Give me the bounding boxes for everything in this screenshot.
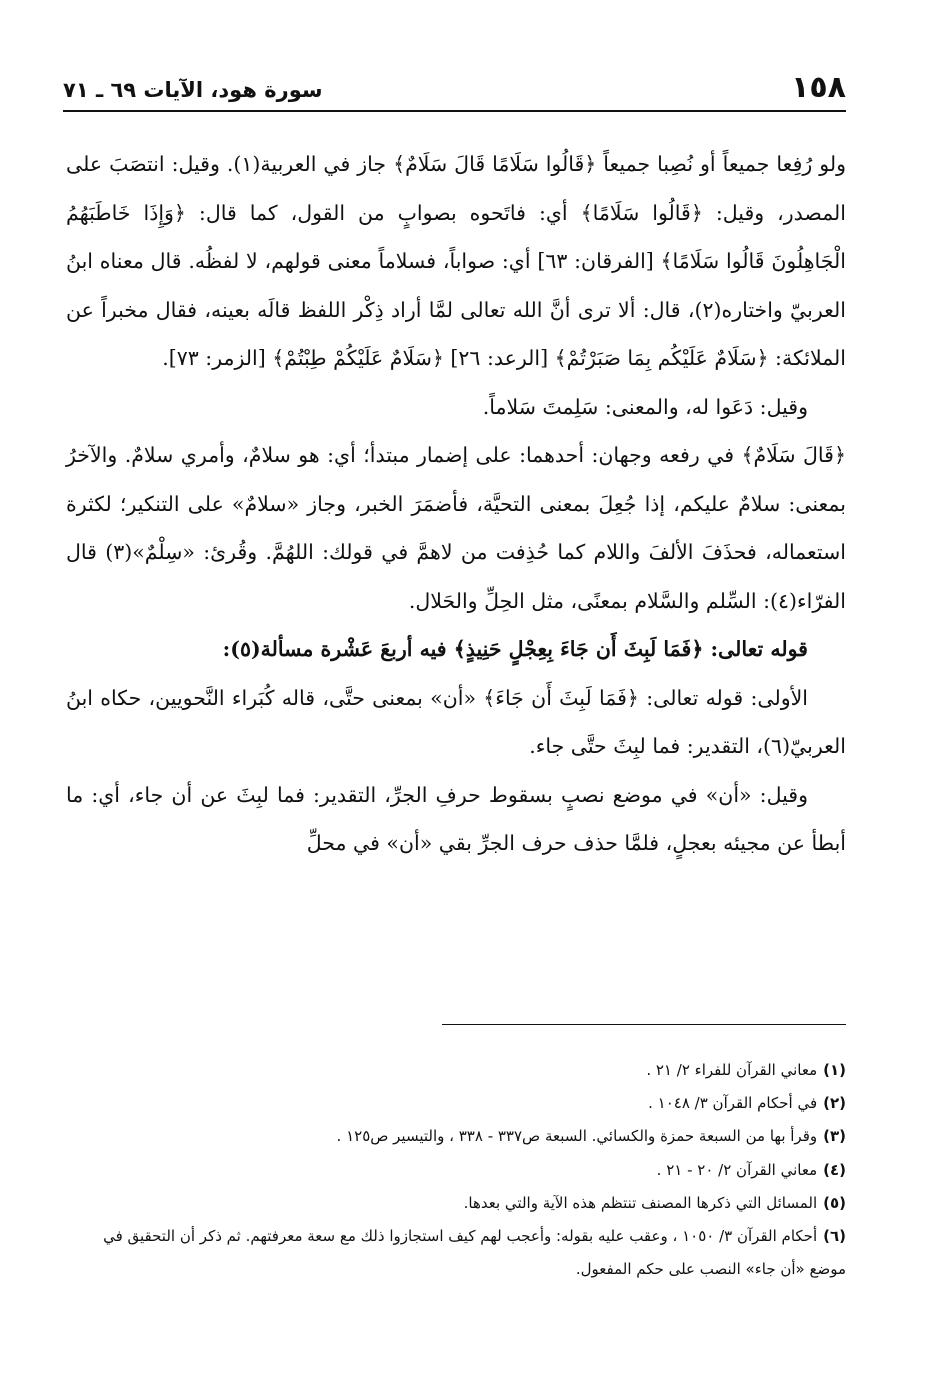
footnote-number: (٥) [823, 1193, 846, 1212]
footnote-number: (٣) [823, 1127, 846, 1146]
paragraph-1: ولو رُفِعا جميعاً أو نُصِبا جميعاً ﴿قَالُوا سَلَامًا قَالَ سَلَامٌ﴾ جاز في العربية(١). وقيل: انتصَبَ على المصدر، وقيل: ﴿قَالُوا سَلَامًا﴾ أي: فاتَحوه بصوابٍ من القول، كما قال: ﴿وَإِذَا خَاطَبَهُمُ الْجَاهِلُونَ قَالُوا سَلَامًا﴾ [الفرقان: ٦٣] أي: صواباً، فسلاماً معنى قولهم، لا لفظُه. قال معناه ابنُ العربيّ واختاره(٢)، قال: ألا ترى أنَّ الله تعالى لمَّا أراد ذِكْر اللفظ قالَه بعينه، فقال مخبراً عن الملائكة: ﴿سَلَامٌ عَلَيْكُم بِمَا صَبَرْتُمْ﴾ [الرعد: ٢٦] ﴿سَلَامٌ عَلَيْكُمْ طِبْتُمْ﴾ [الزمر: ٧٣]. [66, 152, 846, 370]
header-divider [63, 110, 846, 112]
footnote-text: وقرأ بها من السبعة حمزة والكسائي. السبعة ص٣٣٧ - ٣٣٨ ، والتيسير ص١٢٥ . [336, 1127, 818, 1146]
footnote-item [66, 1120, 846, 1153]
footnote-number: (٤) [823, 1160, 846, 1179]
paragraph-3: ﴿قَالَ سَلَامٌ﴾ في رفعه وجهان: أحدهما: على إضمار مبتدأ؛ أي: هو سلامٌ، وأمري سلامٌ. والآخرُ بمعنى: سلامٌ عليكم، إذا جُعِلَ بمعنى التحيَّة، فأضمَرَ الخبر، وجاز «سلامٌ» على التنكير؛ لكثرة استعماله، فحذَفَ الألفَ واللام كما حُذِفت من لاهمَّ في قولك: اللهُمَّ. وقُرئ: «سِلْمٌ»(٣) قال الفرّاء(٤): السِّلم والسَّلام بمعنًى، مثل الحِلِّ والحَلال. [66, 443, 846, 613]
footnote-item [66, 1154, 846, 1187]
footnote-item [66, 1187, 846, 1220]
paragraph-6: وقيل: «أن» في موضع نصبٍ بسقوط حرفِ الجرِّ، التقدير: فما لبِثَ عن أن جاء، أي: ما أبطأ عن مجيئه بعجلٍ، فلمَّا حذف حرف الجرِّ بقي «أن» في محلِّ [66, 782, 846, 855]
paragraph-2: وقيل: دَعَوا له، والمعنى: سَلِمتَ سَلاماً. [482, 394, 808, 419]
footnote-text: المسائل التي ذكرها المصنف تنتظم هذه الآية والتي بعدها. [463, 1193, 818, 1212]
footnotes [66, 1054, 846, 1286]
surah-title: سورة هود، الآيات ٦٩ ـ ٧١ [63, 78, 323, 102]
section-heading: قوله تعالى: ﴿فَمَا لَبِثَ أَن جَاءَ بِعِجْلٍ حَنِيذٍ﴾ فيه أربعَ عَشْرة مسألة(٥): [222, 637, 808, 661]
footnote-divider [442, 1024, 846, 1025]
page-number: ١٥٨ [791, 70, 846, 105]
footnote-item [66, 1054, 846, 1087]
footnote-text: معاني القرآن ٢/ ٢٠ - ٢١ . [656, 1160, 818, 1179]
footnote-text: أحكام القرآن ٣/ ١٠٥٠ ، وعقب عليه بقوله: وأعجب لهم كيف استجازوا ذلك مع سعة معرفتهم. ثم ذكر أن التحقيق في موضع «أن جاء» النصب على حكم المفعول. [103, 1227, 846, 1279]
footnote-number: (٢) [823, 1094, 846, 1113]
running-header [63, 66, 846, 106]
footnote-text: في أحكام القرآن ٣/ ١٠٤٨ . [648, 1094, 818, 1113]
footnote-number: (٦) [823, 1227, 846, 1246]
main-text [66, 140, 846, 868]
footnote-text: معاني القرآن للفراء ٢/ ٢١ . [646, 1061, 818, 1079]
footnote-item [66, 1087, 846, 1120]
footnote-item [66, 1220, 846, 1286]
paragraph-first-issue: الأولى: قوله تعالى: ﴿فَمَا لَبِثَ أَن جَاءَ﴾ «أن» بمعنى حتَّى، قاله كُبَراء النَّحويين، حكاه ابنُ العربيّ(٦)، التقدير: فما لبِثَ حتَّى جاء. [66, 685, 846, 758]
footnote-number: (١) [823, 1061, 846, 1079]
